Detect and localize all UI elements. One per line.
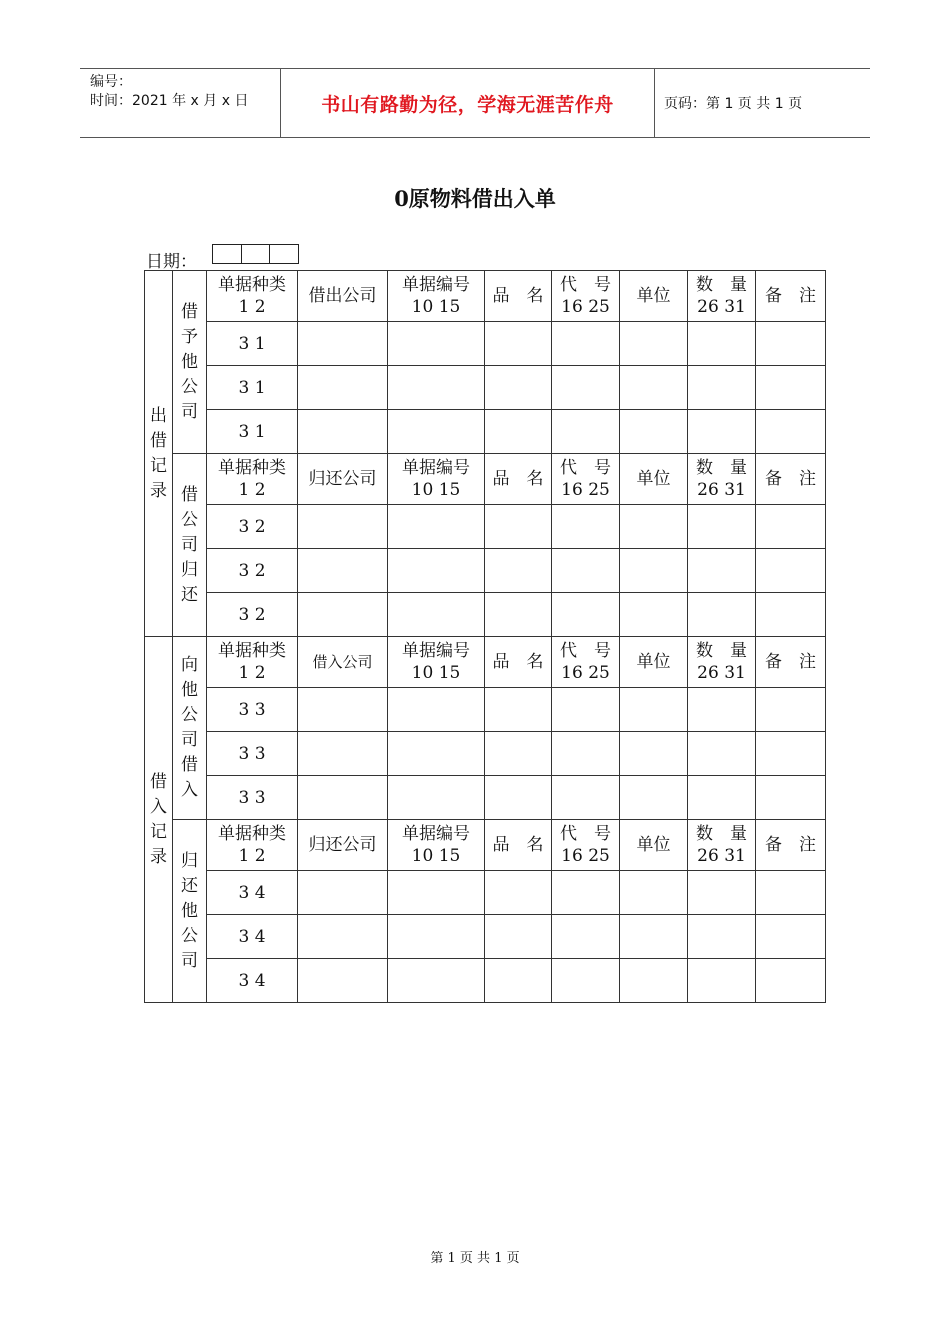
cell-code[interactable] <box>552 959 620 1003</box>
table-row <box>145 776 826 820</box>
subsection-borrow-return-label: 归还他公司 <box>173 820 207 1003</box>
cell-doc-no[interactable] <box>388 505 485 549</box>
col-qty: 数 量 26 31 <box>688 820 756 871</box>
table-row <box>145 915 826 959</box>
table-row <box>145 871 826 915</box>
cell-doc-no[interactable] <box>388 915 485 959</box>
cell-code[interactable] <box>552 505 620 549</box>
header-motto: 书山有路勤为径，学海无涯苦作舟 <box>281 69 655 137</box>
cell-qty[interactable] <box>688 959 756 1003</box>
cell-code[interactable] <box>552 915 620 959</box>
cell-product-name[interactable] <box>485 776 552 820</box>
col-borrow-company: 借入公司 <box>298 637 388 688</box>
cell-unit[interactable] <box>620 776 688 820</box>
date-box-3[interactable] <box>270 245 298 263</box>
cell-unit[interactable] <box>620 549 688 593</box>
table-row <box>145 732 826 776</box>
row-code: 3 2 <box>207 593 298 637</box>
cell-code[interactable] <box>552 776 620 820</box>
page-header <box>80 68 870 138</box>
table-header-row <box>145 271 826 322</box>
col-doc-no: 单据编号 10 15 <box>388 637 485 688</box>
cell-qty[interactable] <box>688 322 756 366</box>
col-remark: 备 注 <box>756 637 826 688</box>
cell-code[interactable] <box>552 549 620 593</box>
row-code: 3 3 <box>207 688 298 732</box>
cell-doc-no[interactable] <box>388 776 485 820</box>
col-product-name: 品 名 <box>485 454 552 505</box>
col-doc-no: 单据编号 10 15 <box>388 454 485 505</box>
col-remark: 备 注 <box>756 271 826 322</box>
cell-unit[interactable] <box>620 732 688 776</box>
table-row <box>145 549 826 593</box>
cell-doc-no[interactable] <box>388 959 485 1003</box>
document-title: 0原物料借出入单 <box>394 186 556 211</box>
col-doc-type: 单据种类 1 2 <box>207 271 298 322</box>
cell-remark[interactable] <box>756 593 826 637</box>
date-box-1[interactable] <box>213 245 242 263</box>
col-lend-company: 借出公司 <box>298 271 388 322</box>
header-page-info: 页码：第 1 页 共 1 页 <box>664 96 803 112</box>
col-product-name: 品 名 <box>485 637 552 688</box>
col-unit: 单位 <box>620 637 688 688</box>
cell-doc-no[interactable] <box>388 410 485 454</box>
cell-product-name[interactable] <box>485 732 552 776</box>
col-doc-type: 单据种类 1 2 <box>207 637 298 688</box>
cell-remark[interactable] <box>756 776 826 820</box>
cell-unit[interactable] <box>620 915 688 959</box>
cell-code[interactable] <box>552 593 620 637</box>
cell-product-name[interactable] <box>485 505 552 549</box>
cell-company[interactable] <box>298 549 388 593</box>
cell-qty[interactable] <box>688 410 756 454</box>
col-code: 代 号 16 25 <box>552 454 620 505</box>
cell-product-name[interactable] <box>485 549 552 593</box>
cell-qty[interactable] <box>688 776 756 820</box>
col-unit: 单位 <box>620 454 688 505</box>
cell-code[interactable] <box>552 366 620 410</box>
col-product-name: 品 名 <box>485 271 552 322</box>
section-borrow-label: 借入记录 <box>145 637 173 1003</box>
col-remark: 备 注 <box>756 820 826 871</box>
table-row <box>145 959 826 1003</box>
col-doc-no: 单据编号 10 15 <box>388 820 485 871</box>
cell-qty[interactable] <box>688 688 756 732</box>
cell-qty[interactable] <box>688 915 756 959</box>
col-qty: 数 量 26 31 <box>688 637 756 688</box>
row-code: 3 3 <box>207 776 298 820</box>
row-code: 3 4 <box>207 871 298 915</box>
col-doc-no: 单据编号 10 15 <box>388 271 485 322</box>
cell-remark[interactable] <box>756 871 826 915</box>
col-return-company: 归还公司 <box>298 820 388 871</box>
cell-remark[interactable] <box>756 366 826 410</box>
cell-unit[interactable] <box>620 505 688 549</box>
table-row <box>145 505 826 549</box>
cell-code[interactable] <box>552 410 620 454</box>
cell-product-name[interactable] <box>485 871 552 915</box>
cell-doc-no[interactable] <box>388 549 485 593</box>
date-label: 日期： <box>146 252 197 272</box>
cell-remark[interactable] <box>756 322 826 366</box>
table-row <box>145 688 826 732</box>
col-qty: 数 量 26 31 <box>688 454 756 505</box>
row-code: 3 2 <box>207 549 298 593</box>
cell-company[interactable] <box>298 366 388 410</box>
table-header-row <box>145 637 826 688</box>
col-product-name: 品 名 <box>485 820 552 871</box>
cell-code[interactable] <box>552 322 620 366</box>
row-code: 3 3 <box>207 732 298 776</box>
cell-qty[interactable] <box>688 366 756 410</box>
cell-remark[interactable] <box>756 688 826 732</box>
col-doc-type: 单据种类 1 2 <box>207 454 298 505</box>
cell-unit[interactable] <box>620 688 688 732</box>
col-qty: 数 量 26 31 <box>688 271 756 322</box>
col-unit: 单位 <box>620 820 688 871</box>
cell-qty[interactable] <box>688 871 756 915</box>
row-code: 3 4 <box>207 915 298 959</box>
cell-company[interactable] <box>298 871 388 915</box>
cell-code[interactable] <box>552 732 620 776</box>
col-code: 代 号 16 25 <box>552 271 620 322</box>
borrow-lend-form-table <box>144 270 826 1003</box>
cell-code[interactable] <box>552 871 620 915</box>
table-row <box>145 593 826 637</box>
table-row <box>145 322 826 366</box>
cell-product-name[interactable] <box>485 688 552 732</box>
cell-doc-no[interactable] <box>388 871 485 915</box>
cell-remark[interactable] <box>756 915 826 959</box>
date-box-2[interactable] <box>242 245 271 263</box>
cell-unit[interactable] <box>620 959 688 1003</box>
subsection-borrow-in-label: 向他公司借入 <box>173 637 207 820</box>
cell-product-name[interactable] <box>485 410 552 454</box>
subsection-lend-out-label: 借予他公司 <box>173 271 207 454</box>
time-line: 时间：2021 年 x 月 x 日 <box>90 93 249 109</box>
cell-remark[interactable] <box>756 410 826 454</box>
row-code: 3 4 <box>207 959 298 1003</box>
cell-company[interactable] <box>298 732 388 776</box>
cell-remark[interactable] <box>756 732 826 776</box>
cell-company[interactable] <box>298 776 388 820</box>
cell-company[interactable] <box>298 322 388 366</box>
cell-qty[interactable] <box>688 593 756 637</box>
cell-doc-no[interactable] <box>388 593 485 637</box>
table-row <box>145 366 826 410</box>
table-row <box>145 410 826 454</box>
cell-doc-no[interactable] <box>388 366 485 410</box>
col-code: 代 号 16 25 <box>552 637 620 688</box>
cell-qty[interactable] <box>688 549 756 593</box>
cell-company[interactable] <box>298 688 388 732</box>
cell-company[interactable] <box>298 915 388 959</box>
row-code: 3 2 <box>207 505 298 549</box>
cell-doc-no[interactable] <box>388 322 485 366</box>
doc-number-label: 编号： <box>90 74 132 90</box>
table-header-row <box>145 820 826 871</box>
col-code: 代 号 16 25 <box>552 820 620 871</box>
col-doc-type: 单据种类 1 2 <box>207 820 298 871</box>
cell-remark[interactable] <box>756 505 826 549</box>
row-code: 3 1 <box>207 410 298 454</box>
cell-qty[interactable] <box>688 732 756 776</box>
section-lend-label: 出借记录 <box>145 271 173 637</box>
header-meta <box>80 69 281 137</box>
cell-qty[interactable] <box>688 505 756 549</box>
col-unit: 单位 <box>620 271 688 322</box>
cell-unit[interactable] <box>620 322 688 366</box>
cell-product-name[interactable] <box>485 915 552 959</box>
cell-unit[interactable] <box>620 871 688 915</box>
col-return-company: 归还公司 <box>298 454 388 505</box>
cell-company[interactable] <box>298 593 388 637</box>
cell-product-name[interactable] <box>485 959 552 1003</box>
cell-product-name[interactable] <box>485 366 552 410</box>
cell-unit[interactable] <box>620 410 688 454</box>
col-remark: 备 注 <box>756 454 826 505</box>
cell-company[interactable] <box>298 959 388 1003</box>
row-code: 3 1 <box>207 322 298 366</box>
cell-remark[interactable] <box>756 549 826 593</box>
date-input-boxes[interactable] <box>212 244 299 264</box>
cell-unit[interactable] <box>620 366 688 410</box>
table-header-row <box>145 454 826 505</box>
cell-product-name[interactable] <box>485 322 552 366</box>
cell-remark[interactable] <box>756 959 826 1003</box>
cell-product-name[interactable] <box>485 593 552 637</box>
cell-company[interactable] <box>298 505 388 549</box>
row-code: 3 1 <box>207 366 298 410</box>
page-footer: 第 1 页 共 1 页 <box>430 1251 520 1266</box>
cell-code[interactable] <box>552 688 620 732</box>
cell-company[interactable] <box>298 410 388 454</box>
subsection-lend-return-label: 借公司归还 <box>173 454 207 637</box>
cell-unit[interactable] <box>620 593 688 637</box>
cell-doc-no[interactable] <box>388 688 485 732</box>
cell-doc-no[interactable] <box>388 732 485 776</box>
